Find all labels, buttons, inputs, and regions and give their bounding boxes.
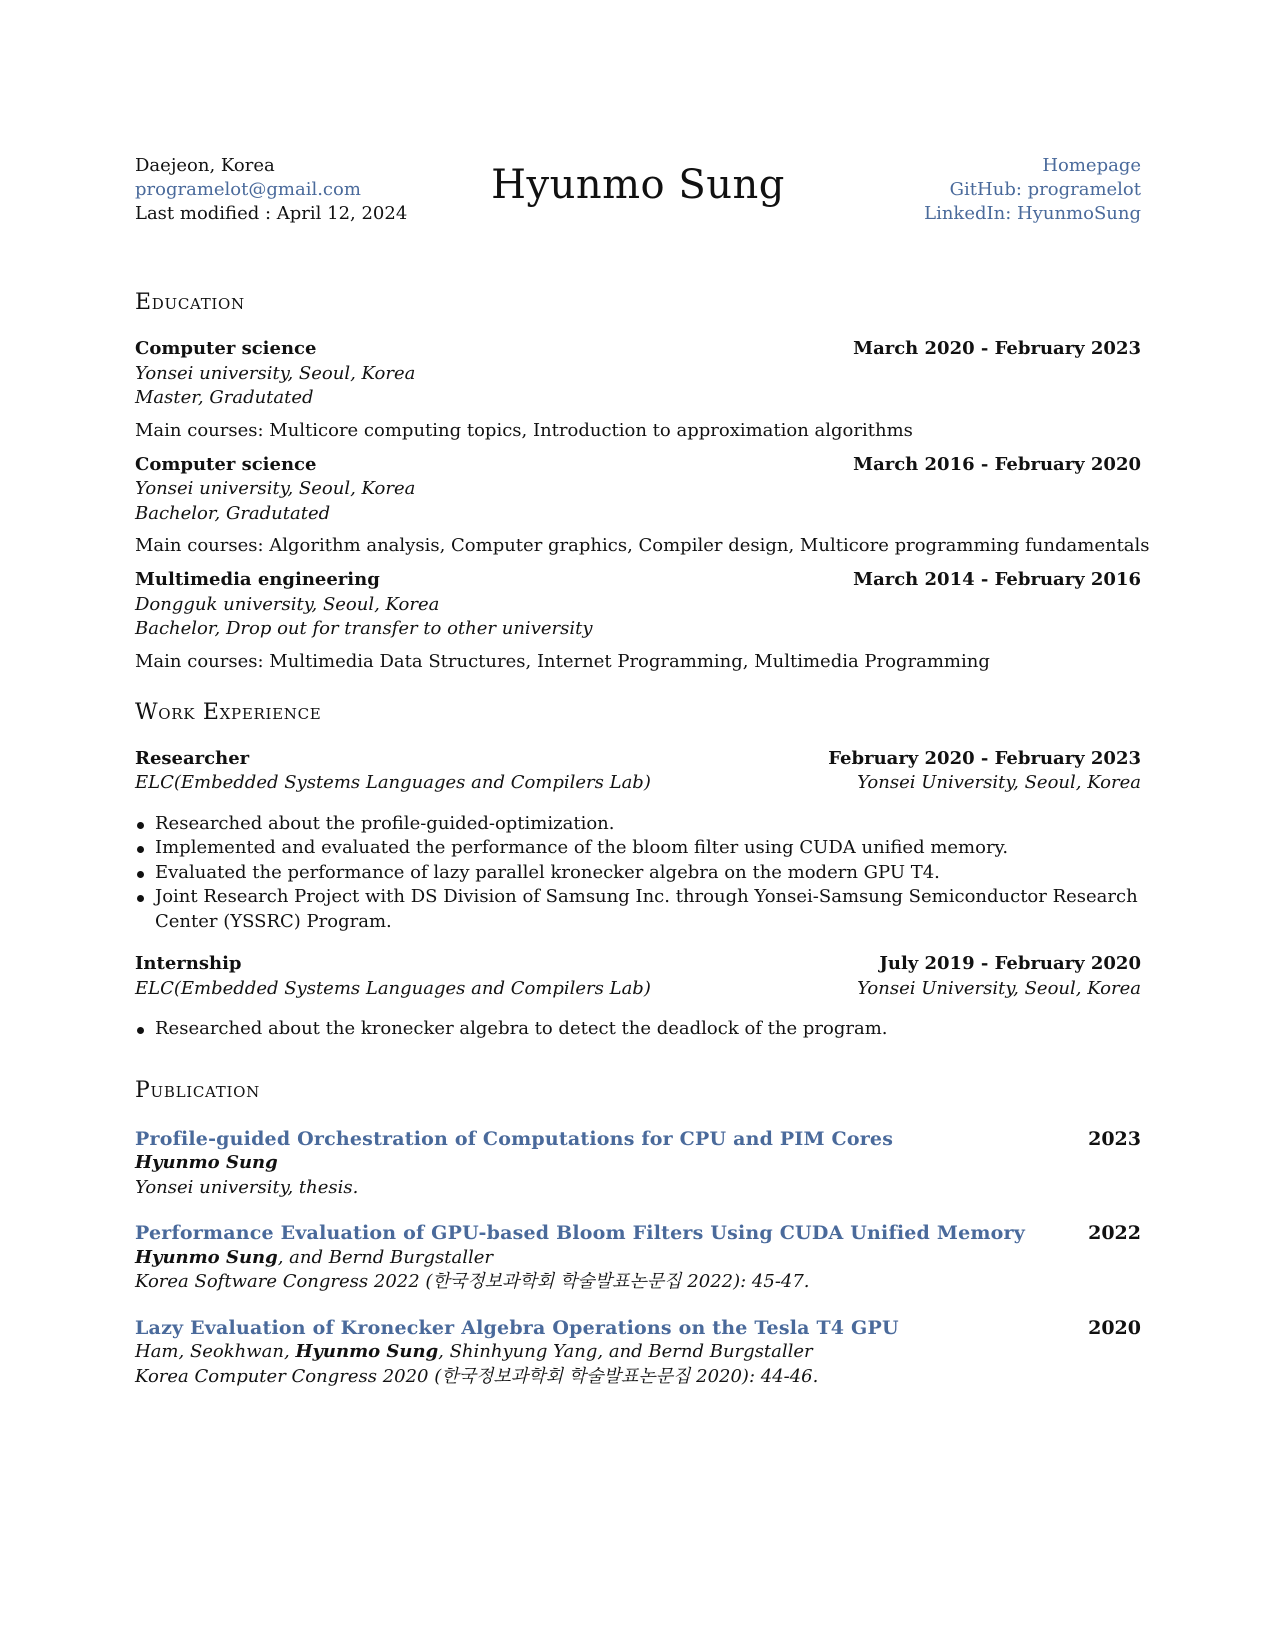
linkedin-link[interactable]: LinkedIn: HyunmoSung bbox=[924, 203, 1141, 224]
contact-right bbox=[924, 154, 1141, 226]
job-place: Yonsei University, Seoul, Korea bbox=[857, 772, 1141, 793]
school-name: Dongguk university, Seoul, Korea bbox=[135, 593, 440, 615]
degree-title: Multimedia engineering bbox=[135, 569, 380, 590]
publication-authors bbox=[135, 1151, 1141, 1176]
publication-title-link[interactable]: Performance Evaluation of GPU-based Bloom Filters Using CUDA Unified Memory bbox=[135, 1222, 1025, 1244]
education-entry bbox=[135, 453, 1150, 559]
publication-venue: Korea Computer Congress 2020 (한국정보과학회 학술발표논문집 2020): 44-46. bbox=[135, 1365, 819, 1387]
work-bullets bbox=[135, 812, 1141, 935]
resume-header bbox=[135, 150, 1141, 230]
degree-title: Computer science bbox=[135, 453, 317, 475]
education-entry bbox=[135, 568, 1141, 674]
bullet-item: Researched about the kronecker algebra to detect the deadlock of the program. bbox=[135, 1017, 1141, 1042]
job-role: Internship bbox=[135, 953, 242, 974]
bullet-item: Researched about the profile-guided-optimization. bbox=[135, 812, 1141, 837]
email-link[interactable]: programelot@gmail.com bbox=[135, 179, 361, 200]
publication-year: 2020 bbox=[1088, 1316, 1141, 1339]
main-courses: Main courses: Algorithm analysis, Computer graphics, Compiler design, Multicore programming fundamentals bbox=[135, 535, 1150, 556]
degree-title: Computer science bbox=[135, 338, 317, 359]
work-experience-heading: Work Experience bbox=[135, 699, 322, 725]
author-self: Hyunmo Sung bbox=[295, 1341, 439, 1362]
bullet-item: Evaluated the performance of lazy parallel kronecker algebra on the modern GPU T4. bbox=[135, 861, 1141, 886]
job-dates: February 2020 - February 2023 bbox=[828, 747, 1141, 769]
education-dates: March 2020 - February 2023 bbox=[853, 338, 1141, 359]
publication-title-link[interactable]: Profile-guided Orchestration of Computations for CPU and PIM Cores bbox=[135, 1127, 894, 1150]
author-self: Hyunmo Sung bbox=[135, 1246, 278, 1268]
publication-entry bbox=[135, 1127, 1141, 1201]
education-dates: March 2016 - February 2020 bbox=[853, 453, 1141, 475]
degree-status: Bachelor, Drop out for transfer to other university bbox=[135, 618, 593, 639]
publication-year: 2023 bbox=[1088, 1127, 1141, 1150]
github-link[interactable]: GitHub: programelot bbox=[949, 179, 1141, 200]
publication-title-link[interactable]: Lazy Evaluation of Kronecker Algebra Operations on the Tesla T4 GPU bbox=[135, 1316, 899, 1339]
homepage-link[interactable]: Homepage bbox=[1042, 155, 1141, 176]
job-place: Yonsei University, Seoul, Korea bbox=[857, 977, 1141, 999]
publication-authors bbox=[135, 1246, 1141, 1271]
resume-page bbox=[135, 150, 1150, 1389]
publication-year: 2022 bbox=[1088, 1222, 1141, 1244]
person-name: Hyunmo Sung bbox=[491, 162, 785, 208]
work-entry bbox=[135, 952, 1141, 1042]
degree-status: Bachelor, Gradutated bbox=[135, 502, 331, 524]
bullet-item: Joint Research Project with DS Division of Samsung Inc. through Yonsei-Samsung Semiconductor Research Center (YSSRC) Program. bbox=[135, 885, 1141, 934]
last-modified-text: Last modified : April 12, 2024 bbox=[135, 203, 408, 224]
work-bullets bbox=[135, 1017, 1141, 1042]
bullet-item: Implemented and evaluated the performance of the bloom filter using CUDA unified memory. bbox=[135, 836, 1141, 861]
job-role: Researcher bbox=[135, 747, 250, 769]
education-dates: March 2014 - February 2016 bbox=[853, 569, 1141, 590]
school-name: Yonsei university, Seoul, Korea bbox=[135, 478, 416, 499]
main-courses: Main courses: Multicore computing topics, Introduction to approximation algorithms bbox=[135, 419, 913, 441]
publication-entry bbox=[135, 1316, 1141, 1390]
school-name: Yonsei university, Seoul, Korea bbox=[135, 362, 416, 384]
publication-venue: Korea Software Congress 2022 (한국정보과학회 학술발표논문집 2022): 45-47. bbox=[135, 1271, 810, 1292]
location-text: Daejeon, Korea bbox=[135, 155, 275, 176]
publication-authors bbox=[135, 1340, 1141, 1365]
authors-after: , and Bernd Burgstaller bbox=[277, 1246, 493, 1268]
education-heading: Education bbox=[135, 290, 245, 315]
education-entry bbox=[135, 337, 1141, 443]
publication-venue: Yonsei university, thesis. bbox=[135, 1176, 359, 1198]
publication-heading: Publication bbox=[135, 1077, 260, 1103]
degree-status: Master, Gradutated bbox=[135, 387, 314, 408]
main-courses: Main courses: Multimedia Data Structures, Internet Programming, Multimedia Programming bbox=[135, 650, 990, 672]
lab-name: ELC(Embedded Systems Languages and Compilers Lab) bbox=[135, 772, 651, 793]
author-self: Hyunmo Sung bbox=[135, 1152, 278, 1173]
job-dates: July 2019 - February 2020 bbox=[879, 953, 1141, 974]
authors-before: Ham, Seokhwan, bbox=[135, 1341, 296, 1362]
authors-after: , Shinhyung Yang, and Bernd Burgstaller bbox=[438, 1341, 813, 1362]
work-entry bbox=[135, 747, 1141, 935]
lab-name: ELC(Embedded Systems Languages and Compilers Lab) bbox=[135, 977, 651, 999]
publication-entry bbox=[135, 1221, 1141, 1295]
